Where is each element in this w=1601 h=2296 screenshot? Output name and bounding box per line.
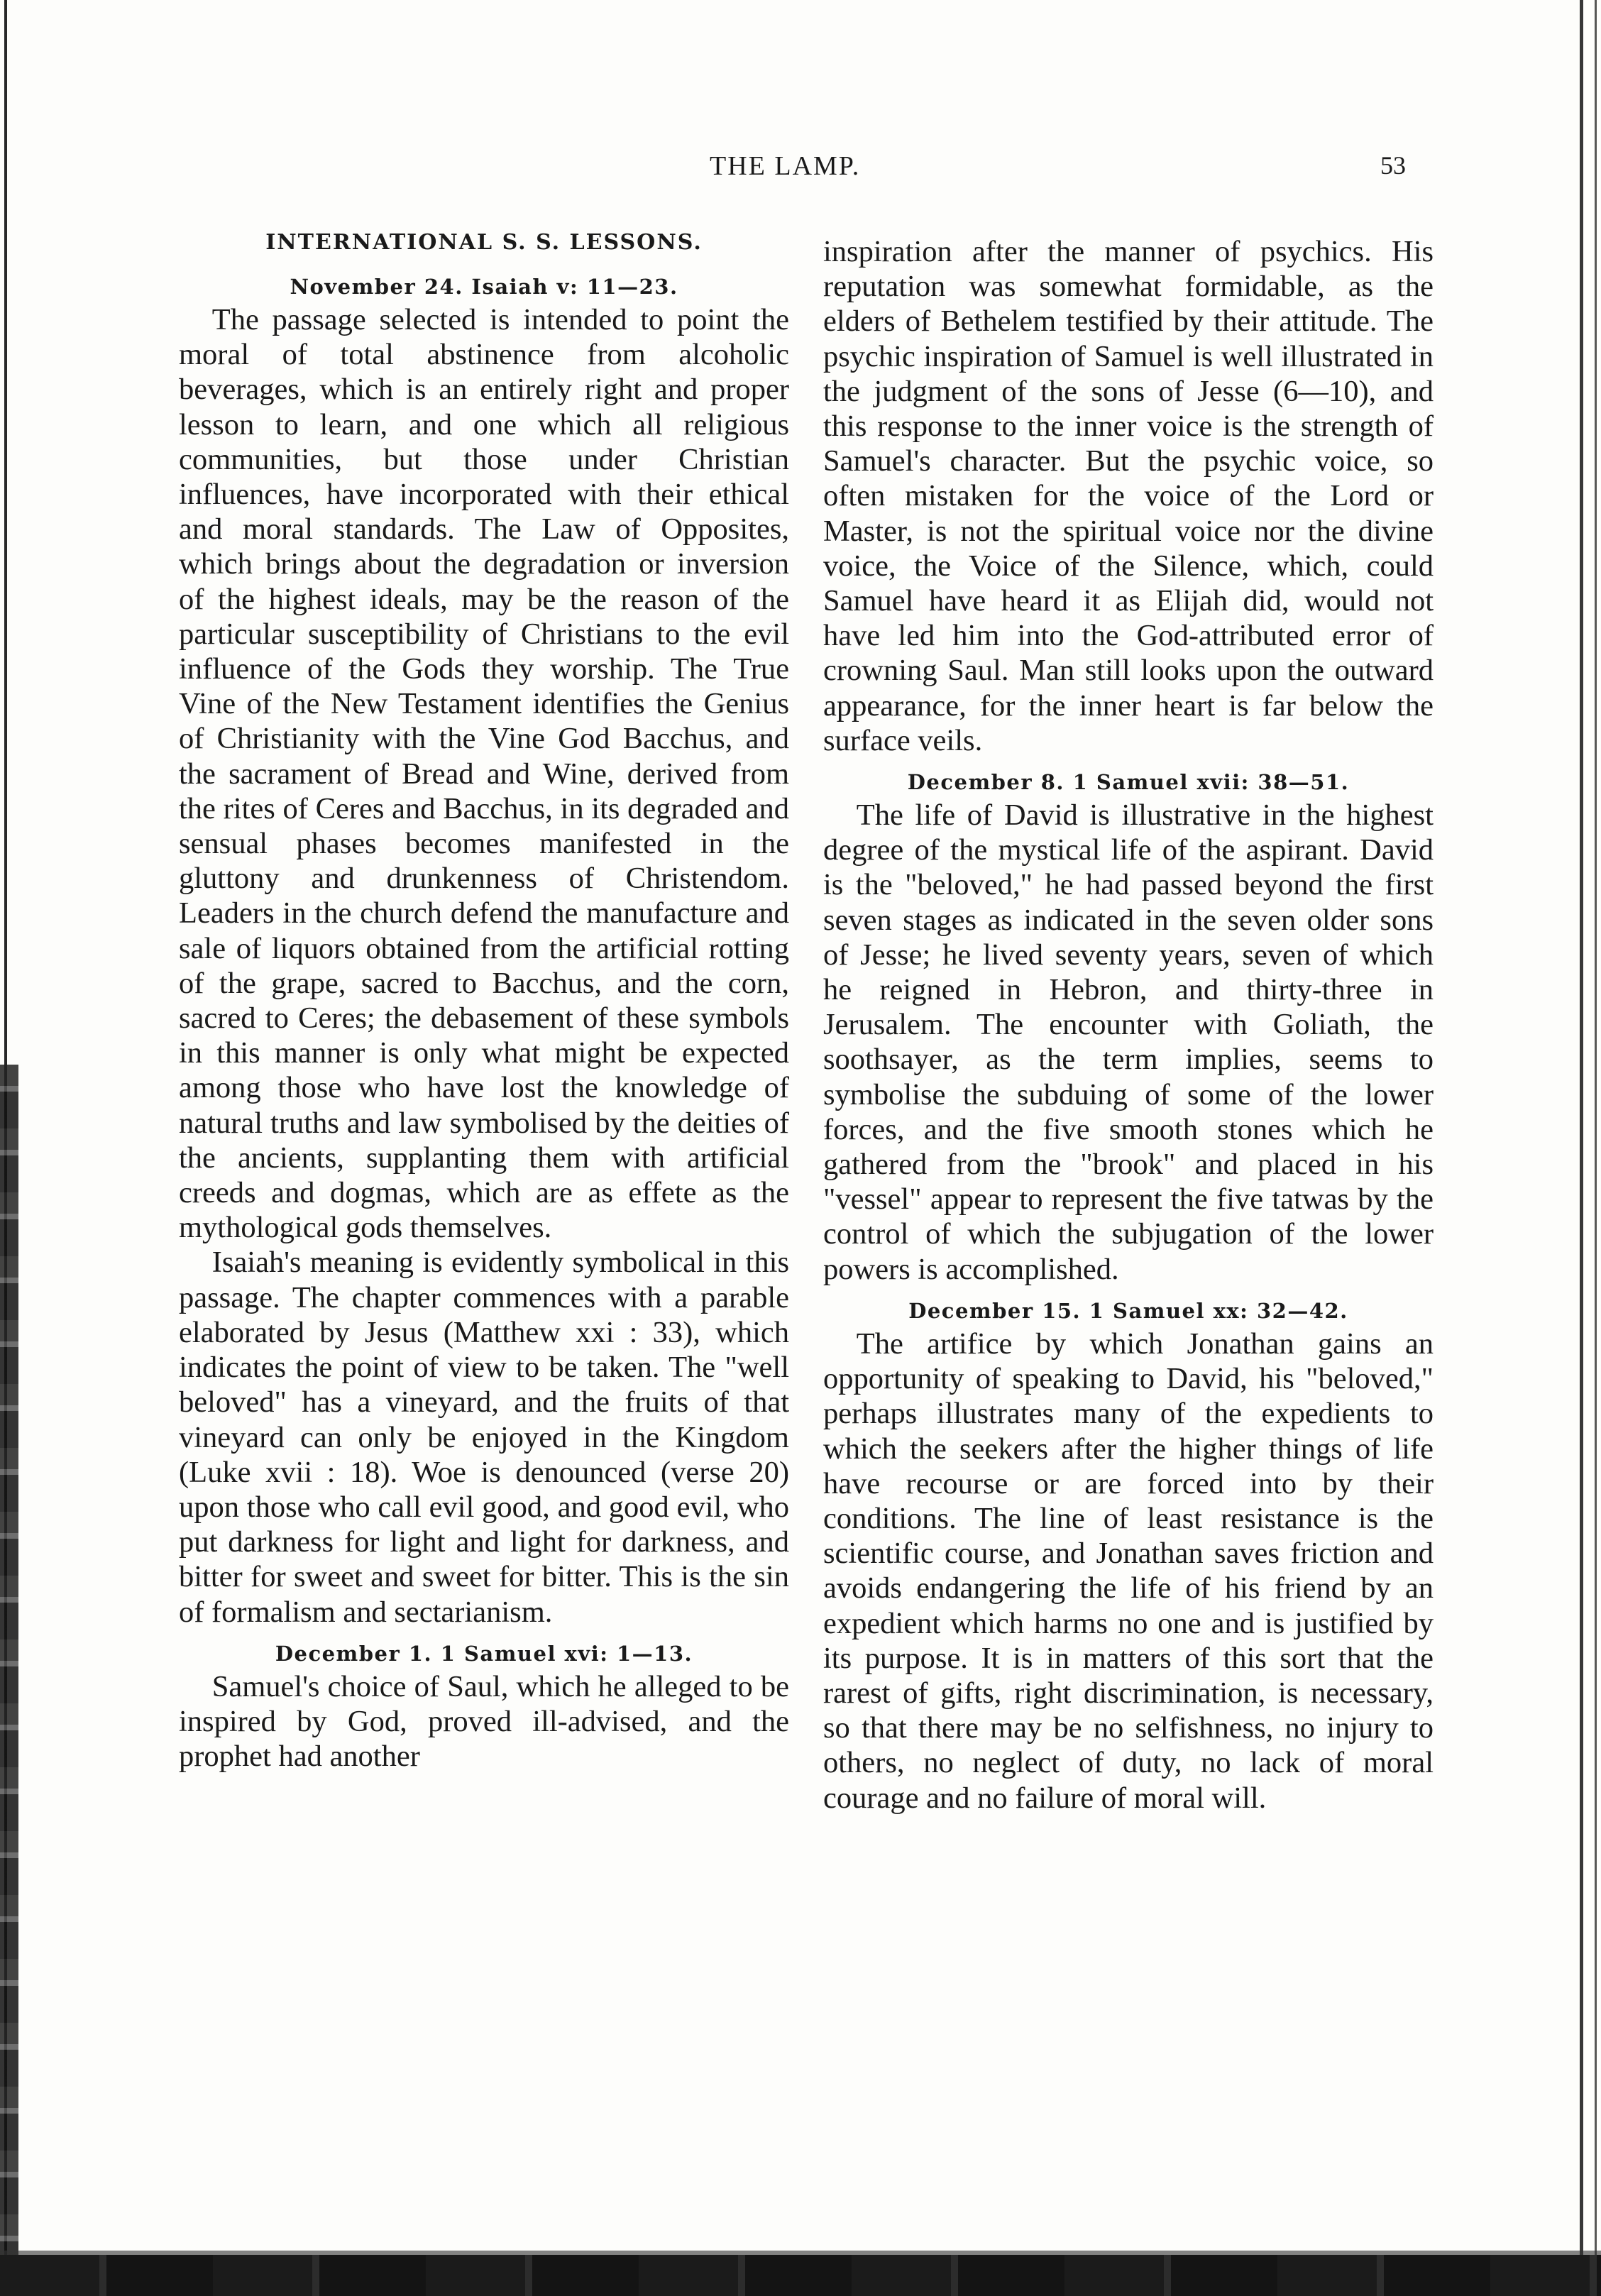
right-column: [823, 234, 1434, 1816]
lesson-dec-1-paragraph-continued: inspiration after the manner of psychics. His reputation was somewhat formidable, as the elders of Bethelem testified by their attitude. The psychic inspiration of Samuel is well illustrated in the judgment of the sons of Jesse (6—10), and this response to the inner voice is the strength of Samuel's character. But the psychic voice, so often mistaken for the voice of the Lord or Master, is not the spiritual voice nor the divine voice, the Voice of the Silence, which, could Samuel have heard it as Elijah did, would not have led him into the God-attributed error of crowning Saul. Man still looks upon the outward appearance, for the inner heart is far below the surface veils.: [823, 235, 1434, 757]
lesson-nov-24-paragraph-2: Isaiah's meaning is evidently symbolical in this passage. The chapter commences with a parable elaborated by Jesus (Matthew xxi : 33), which indicates the point of view to be taken. The "well beloved" has a vineyard, and the fruits of that vineyard can only be enjoyed in the Kingdom (Luke xvii : 18). Woe is denounced (verse 20) upon those who call evil good, and good evil, who put darkness for light and light for darkness, and bitter for sweet and sweet for bitter. This is the sin of formalism and sectarianism.: [179, 1246, 789, 1629]
lesson-heading-dec-8: December 8. 1 Samuel xvii: 38—51.: [907, 770, 1350, 795]
section-title: INTERNATIONAL S. S. LESSONS.: [265, 230, 703, 255]
lesson-dec-15-paragraph: The artifice by which Jonathan gains an opportunity of speaking to David, his "beloved," perhaps illustrates many of the expedients to which the seekers after the higher things of life have recourse or are forced into by their conditions. The line of least resistance is the scientific course, and Jonathan saves friction and avoids endangering the life of his friend by an expedient which harms no one and is justified by its purpose. It is in matters of this sort that the rarest of gifts, right discrimination, is necessary, so that there may be no selfishness, no injury to others, no neglect of duty, no lack of moral courage and no failure of moral will.: [823, 1326, 1434, 1815]
lesson-heading-nov-24: November 24. Isaiah v: 11—23.: [290, 275, 678, 299]
lesson-dec-1-paragraph-start: Samuel's choice of Saul, which he alleged to be inspired by God, proved ill-advised, and the prophet had another: [179, 1669, 789, 1774]
page-number: 53: [1380, 151, 1406, 180]
left-column: [179, 229, 789, 1774]
running-title: THE LAMP.: [710, 151, 861, 181]
lesson-heading-dec-15: December 15. 1 Samuel xx: 32—42.: [908, 1298, 1348, 1323]
lesson-heading-dec-1: December 1. 1 Samuel xvi: 1—13.: [275, 1641, 693, 1666]
scan-edge-right: [1580, 0, 1597, 2296]
scan-edge-left-shadow: [0, 1065, 18, 2296]
scan-edge-bottom: [0, 2255, 1601, 2296]
lesson-dec-8-paragraph: The life of David is illustrative in the highest degree of the mystical life of the aspirant. David is the "beloved," he had passed beyond the first seven stages as indicated in the seven older sons of Jesse; he lived seventy years, seven of which he reigned in Hebron, and thirty-three in Jerusalem. The encounter with Goliath, the soothsayer, as the term implies, seems to symbolise the subduing of some of the lower forces, and the five smooth stones which he gathered from the "brook" and placed in his "vessel" appear to represent the five tatwas by the control of which the subjugation of the lower powers is accomplished.: [823, 798, 1434, 1286]
lesson-nov-24-paragraph-1: The passage selected is intended to point the moral of total abstinence from alcoholic beverages, which is an entirely right and proper lesson to learn, and one which all religious communities, but those under Christian influences, have incorporated with their ethical and moral standards. The Law of Opposites, which brings about the degradation or inversion of the highest ideals, may be the reason of the particular susceptibility of Christians to the evil influence of the Gods they worship. The True Vine of the New Testament identifies the Genius of Christianity with the Vine God Bacchus, and the sacrament of Bread and Wine, derived from the rites of Ceres and Bacchus, in its degraded and sensual phases becomes manifested in the gluttony and drunkenness of Christendom. Leaders in the church defend the manufacture and sale of liquors obtained from the artificial rotting of the grape, sacred to Bacchus, and the corn, sacred to Ceres; the debasement of these symbols in this manner is only what might be expected among those who have lost the knowledge of natural truths and law symbolised by the deities of the ancients, supplanting them with artificial creeds and dogmas, which are as effete as the mythological gods themselves.: [179, 303, 789, 1245]
